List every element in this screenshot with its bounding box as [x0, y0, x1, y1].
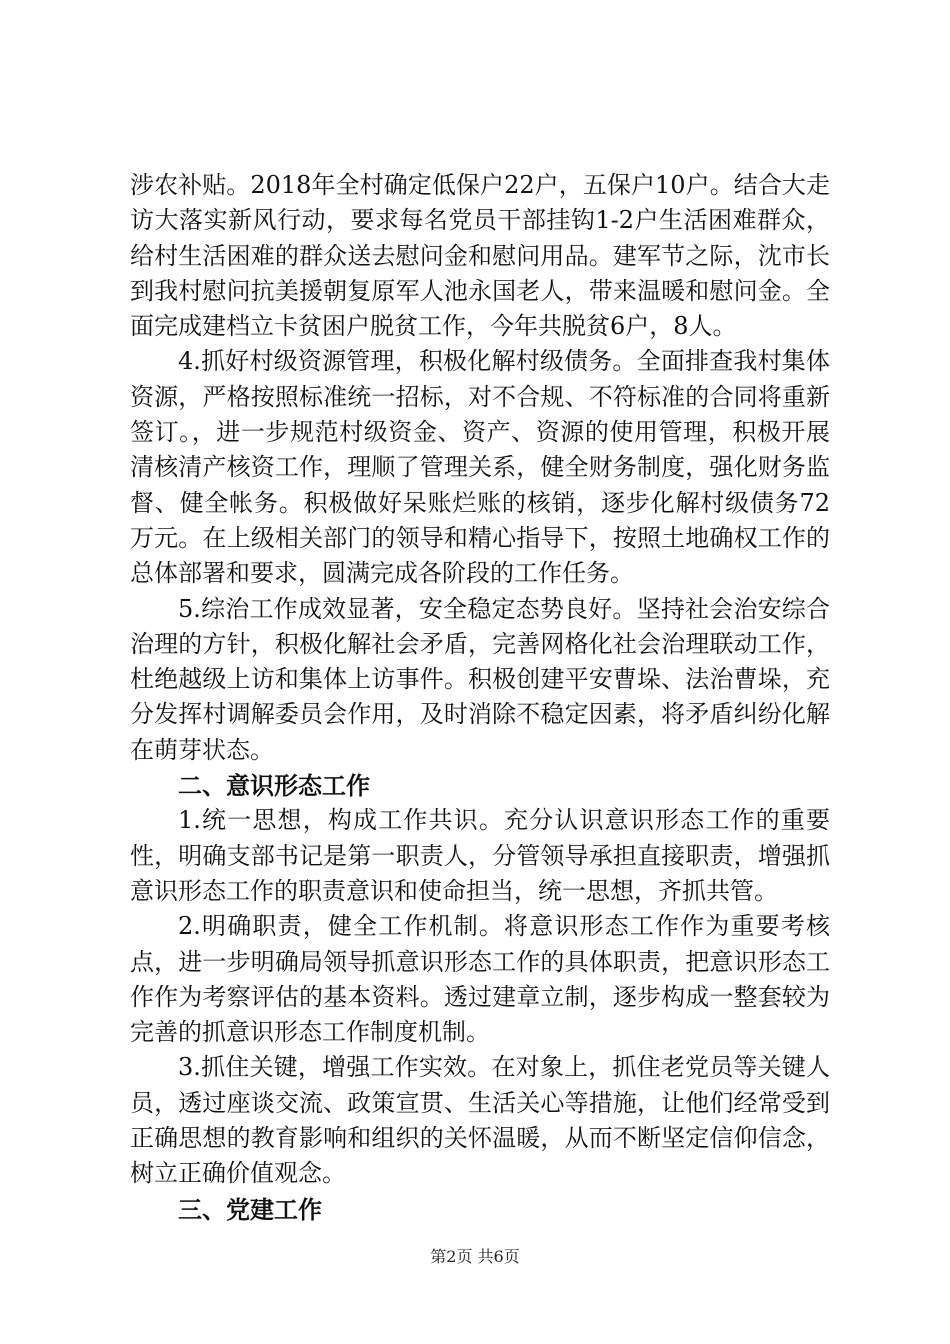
paragraph-comprehensive-governance: 5.综治工作成效显著，安全稳定态势良好。坚持社会治安综合治理的方针，积极化解社会矛盾，完善网格化社会治理联动工作，杜绝越级上访和集体上访事件。积极创建平安曹垛、法治曹垛，充分发挥村调解委员会作用，及时消除不稳定因素，将矛盾纠纷化解在萌芽状态。: [130, 594, 830, 764]
paragraph-unify-thinking: 1.统一思想，构成工作共识。充分认识意识形态工作的重要性，明确支部书记是第一职责人，分管领导承担直接职责，增强抓意识形态工作的职责意识和使命担当，统一思想，齐抓共管。: [130, 806, 830, 905]
paragraph-clarify-duties: 2.明确职责，健全工作机制。将意识形态工作作为重要考核点，进一步明确局领导抓意识形态工作的具体职责，把意识形态工作作为考察评估的基本资料。透过建章立制，逐步构成一整套较为完善的抓意识形态工作制度机制。: [130, 912, 830, 1047]
paragraph-resource-management: 4.抓好村级资源管理，积极化解村级债务。全面排查我村集体资源，严格按照标准统一招标，对不合规、不符标准的合同将重新签订。，进一步规范村级资金、资产、资源的使用管理，积极开展清核清产核资工作，理顺了管理关系，健全财务制度，强化财务监督、健全帐务。积极做好呆账烂账的核销，逐步化解村级债务72万元。在上级相关部门的领导和精心指导下，按照土地确权工作的总体部署和要求，圆满完成各阶段的工作任务。: [130, 347, 830, 588]
section-heading-ideology: 二、意识形态工作: [178, 771, 370, 801]
paragraph-subsidy-continued: 涉农补贴。2018年全村确定低保户22户，五保户10户。结合大走访大落实新风行动，要求每名党员干部挂钩1-2户生活困难群众，给村生活困难的群众送去慰问金和慰问用品。建军节之际，沈市长到我村慰问抗美援朝复原军人池永国老人，带来温暖和慰问金。全面完成建档立卡贫困户脱贫工作，今年共脱贫6户，8人。: [130, 171, 830, 341]
section-heading-party-building: 三、党建工作: [178, 1194, 322, 1224]
page-number-footer: 第2页 共6页: [430, 1247, 520, 1266]
paragraph-grasp-key: 3.抓住关键，增强工作实效。在对象上，抓住老党员等关键人员，透过座谈交流、政策宣贯、生活关心等措施，让他们经常受到正确思想的教育影响和组织的关怀温暖，从而不断坚定信仰信念，树立正确价值观念。: [130, 1053, 830, 1188]
document-body: [130, 168, 830, 1227]
